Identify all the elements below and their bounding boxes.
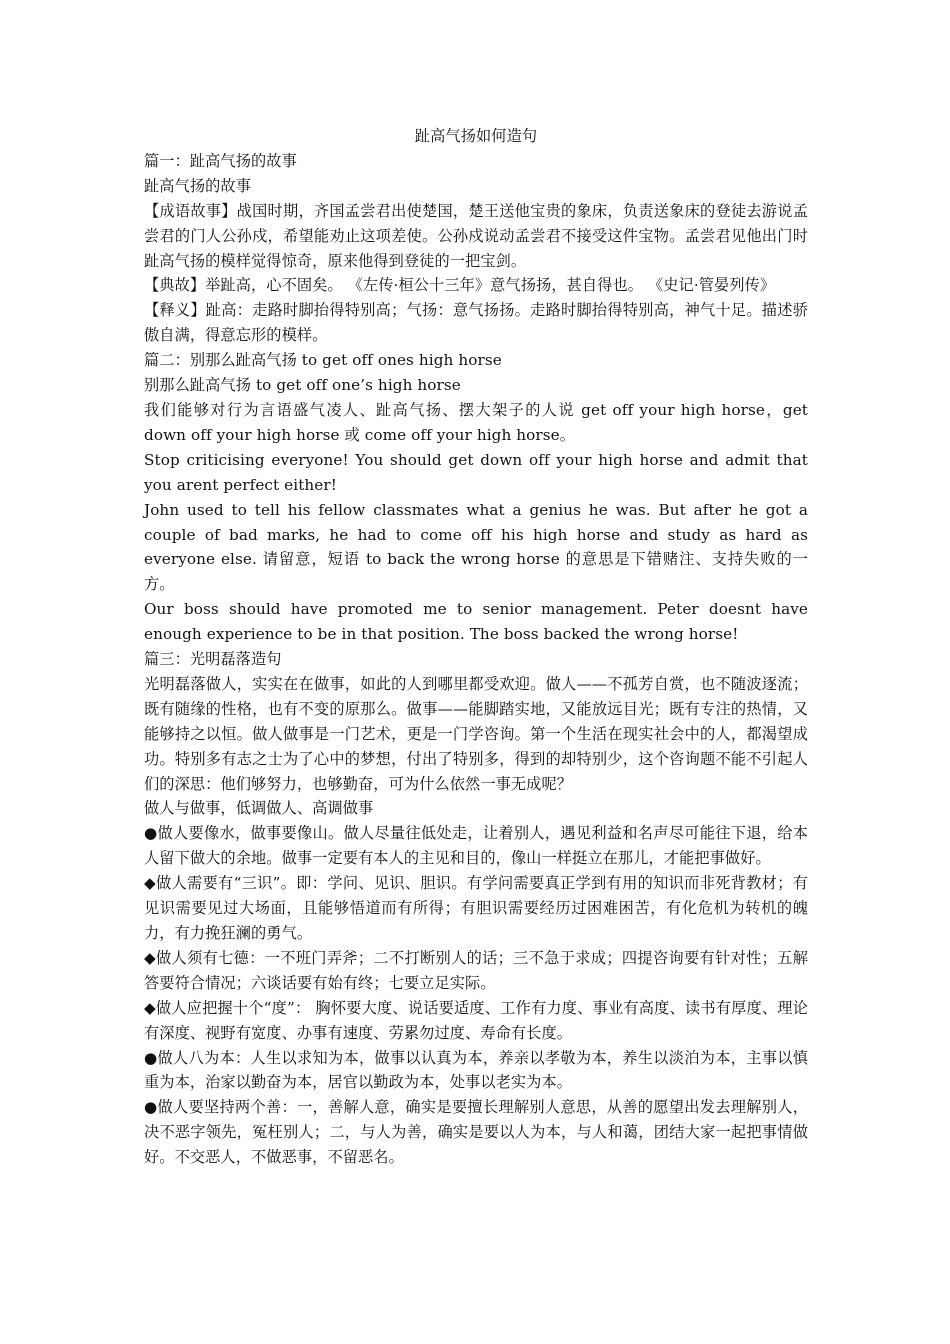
paragraph-allusion: 【典故】举趾高，心不固矣。 《左传·桓公十三年》意气扬扬，甚自得也。 《史记·管晏列传》 <box>144 276 776 295</box>
section-heading-1: 篇一：趾高气扬的故事 <box>144 151 297 170</box>
bullet-two-kindness: ●做人要坚持两个善：一，善解人意，确实是要擅长理解别人意思，从善的愿望出发去理解别人，决不恶字领先，冤枉别人；二，与人为善，确实是要以人为本，与人和蔼，团结大家一起把事情做好。不交恶人，不做恶事，不留恶名。 <box>144 1098 808 1167</box>
subheading-high-horse: 别那么趾高气扬 to get off one’s high horse <box>144 376 461 395</box>
bullet-three-knowledge: ◆做人需要有“三识”。即：学问、见识、胆识。有学问需要真正学到有用的知识而非死背教材；有见识需要见过大场面，且能够悟道而有所得；有胆识需要经历过困难困苦，有化危机为转机的魄力，有力挽狂澜的勇气。 <box>144 874 808 942</box>
paragraph-intro-conduct: 光明磊落做人，实实在在做事，如此的人到哪里都受欢迎。做人——不孤芳自赏，也不随波逐流；既有随缘的性格，也有不变的原那么。做事——能脚踏实地，又能放远目光；既有专注的热情，又能够持之以恒。做人做事是一门艺术，更是一门学咨询。第一个生活在现实社会中的人，都渴望成功。特别多有志之士为了心中的梦想，付出了特别多，得到的却特别少，这个咨询题不能不引起人们的深思：他们够努力，也够勤奋，可为什么依然一事无成呢？ <box>144 674 808 793</box>
paragraph-example-2: John used to tell his fellow classmates what a genius he was. But after he got a couple of bad marks, he had to come off his high horse and study as hard as everyone else. 请留意，短语 to back the wrong horse 的意思是下错赌注、支持失败的一方。 <box>144 500 808 594</box>
document-body <box>144 124 808 1170</box>
paragraph-example-1: Stop criticising everyone! You should get down off your high horse and admit that you arent perfect either! <box>144 450 808 494</box>
paragraph-phrase-usage: 我们能够对行为言语盛气凌人、趾高气扬、摆大架子的人说 get off your high horse，get down off your high horse 或 come off your high horse。 <box>144 400 808 444</box>
document-title: 趾高气扬如何造句 <box>414 127 538 145</box>
bullet-ten-degrees: ◆做人应把握十个“度”： 胸怀要大度、说话要适度、工作有力度、事业有高度、读书有厚度、理论有深度、视野有宽度、办事有速度、劳累勿过度、寿命有长度。 <box>144 998 808 1042</box>
paragraph-idiom-story: 【成语故事】战国时期，齐国孟尝君出使楚国，楚王送他宝贵的象床，负责送象床的登徒去游说孟尝君的门人公孙戍，希望能劝止这项差使。公孙戍说动孟尝君不接受这件宝物。孟尝君见他出门时趾高气扬的模样觉得惊奇，原来他得到登徒的一把宝剑。 <box>144 201 808 270</box>
section-heading-2: 篇二：别那么趾高气扬 to get off ones high horse <box>144 351 502 370</box>
bullet-water-mountain: ●做人要像水，做事要像山。做人尽量往低处走，让着别人，遇见利益和名声尽可能往下退，给本人留下做大的余地。做事一定要有本人的主见和目的，像山一样挺立在那儿，才能把事做好。 <box>144 824 808 868</box>
story-heading: 趾高气扬的故事 <box>144 176 252 195</box>
paragraph-example-3: Our boss should have promoted me to senior management. Peter doesnt have enough experience to be in that position. The boss backed the wrong horse! <box>144 600 808 644</box>
section-heading-3: 篇三：光明磊落造句 <box>144 650 282 669</box>
bullet-seven-virtues: ◆做人须有七德：一不班门弄斧；二不打断别人的话；三不急于求成；四提咨询要有针对性；五解答要符合情况；六谈话要有始有终；七要立足实际。 <box>144 948 808 992</box>
bullet-eight-foundations: ●做人八为本：人生以求知为本，做事以认真为本，养亲以孝敬为本，养生以淡泊为本，主事以慎重为本，治家以勤奋为本，居官以勤政为本，处事以老实为本。 <box>144 1048 808 1092</box>
subheading-conduct: 做人与做事，低调做人、高调做事 <box>144 799 374 818</box>
paragraph-definition: 【释义】趾高：走路时脚抬得特别高；气扬：意气扬扬。走路时脚抬得特别高，神气十足。描述骄傲自满，得意忘形的模样。 <box>144 301 808 345</box>
